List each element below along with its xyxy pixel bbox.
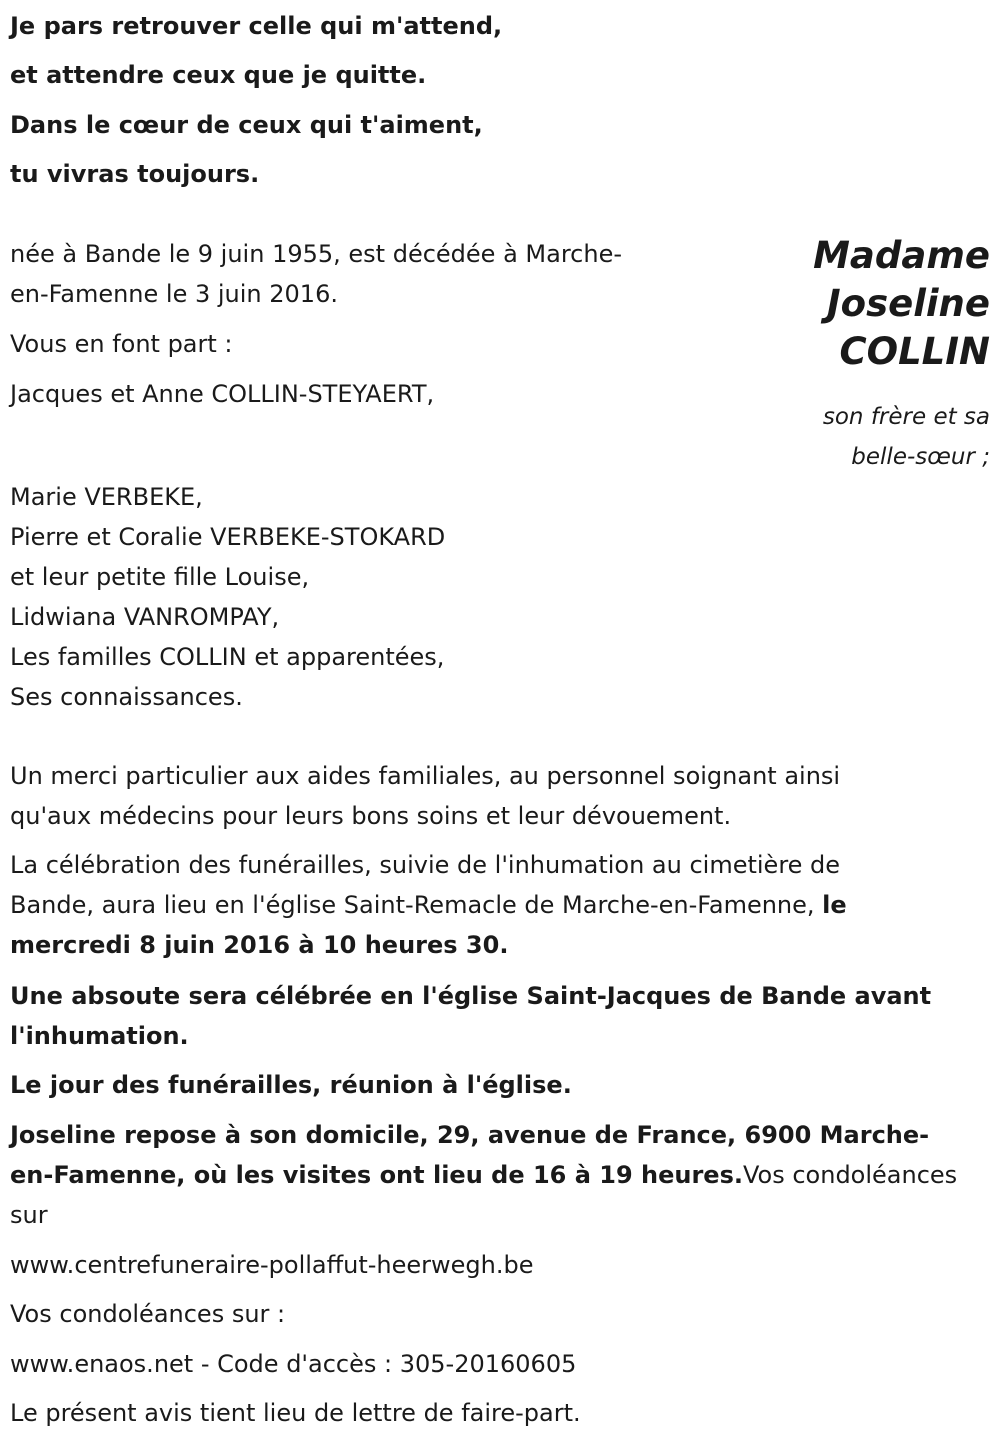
birth-death-line-2: en-Famenne le 3 juin 2016. [10,280,338,308]
thanks-line-1: Un merci particulier aux aides familiales, au personnel soignant ainsi [10,762,841,790]
condolences-url-1: www.centrefuneraire-pollaffut-heerwegh.be [10,1251,534,1279]
visitation-line-3: sur [10,1201,48,1229]
reunion-note: Le jour des funérailles, réunion à l'église. [10,1071,572,1099]
ceremony-line-1: La célébration des funérailles, suivie de l'inhumation au cimetière de [10,851,841,879]
birth-death-line-1: née à Bande le 9 juin 1955, est décédée à Marche- [10,240,622,268]
absoute-line-1: Une absoute sera célébrée en l'église Saint-Jacques de Bande avant [10,982,932,1010]
deceased-last-name: COLLIN [839,330,990,373]
thanks-line-2: qu'aux médecins pour leurs bons soins et leur dévouement. [10,802,732,830]
relation-line-2: belle-sœur ; [851,444,990,470]
absoute-line-2: l'inhumation. [10,1022,189,1050]
family-member: Les familles COLLIN et apparentées, [10,643,445,671]
condolences-label-2: Vos condoléances sur : [10,1300,286,1328]
poem-line-4: tu vivras toujours. [10,160,260,188]
ceremony-line-2-bold: le [822,891,847,919]
family-member: et leur petite fille Louise, [10,563,310,591]
visitation-line-2-regular: Vos condoléances [742,1161,958,1189]
first-family: Jacques et Anne COLLIN-STEYAERT, [10,380,435,408]
deceased-first-name: Joseline [826,282,990,325]
family-member: Lidwiana VANROMPAY, [10,603,280,631]
closing-note: Le présent avis tient lieu de lettre de faire-part. [10,1399,581,1427]
visitation-line-2-bold: en-Famenne, où les visites ont lieu de 16 à 19 heures. [10,1161,743,1189]
visitation-line-1: Joseline repose à son domicile, 29, avenue de France, 6900 Marche- [10,1121,930,1149]
poem-line-2: et attendre ceux que je quitte. [10,61,427,89]
poem-line-3: Dans le cœur de ceux qui t'aiment, [10,111,483,139]
ceremony-date: mercredi 8 juin 2016 à 10 heures 30. [10,931,509,959]
announcement: Vous en font part : [10,330,233,358]
relation-line-1: son frère et sa [822,404,990,430]
family-member: Marie VERBEKE, [10,483,203,511]
condolences-line-2: www.enaos.net - Code d'accès : 305-20160605 [10,1350,577,1378]
ceremony-line-2 [10,885,847,925]
ceremony-line-2-regular: Bande, aura lieu en l'église Saint-Remacle de Marche-en-Famenne, [10,891,823,919]
poem-line-1: Je pars retrouver celle qui m'attend, [10,12,503,40]
visitation-line-2 [10,1155,957,1195]
deceased-title: Madame [813,234,990,277]
family-member: Ses connaissances. [10,683,243,711]
family-member: Pierre et Coralie VERBEKE-STOKARD [10,523,446,551]
